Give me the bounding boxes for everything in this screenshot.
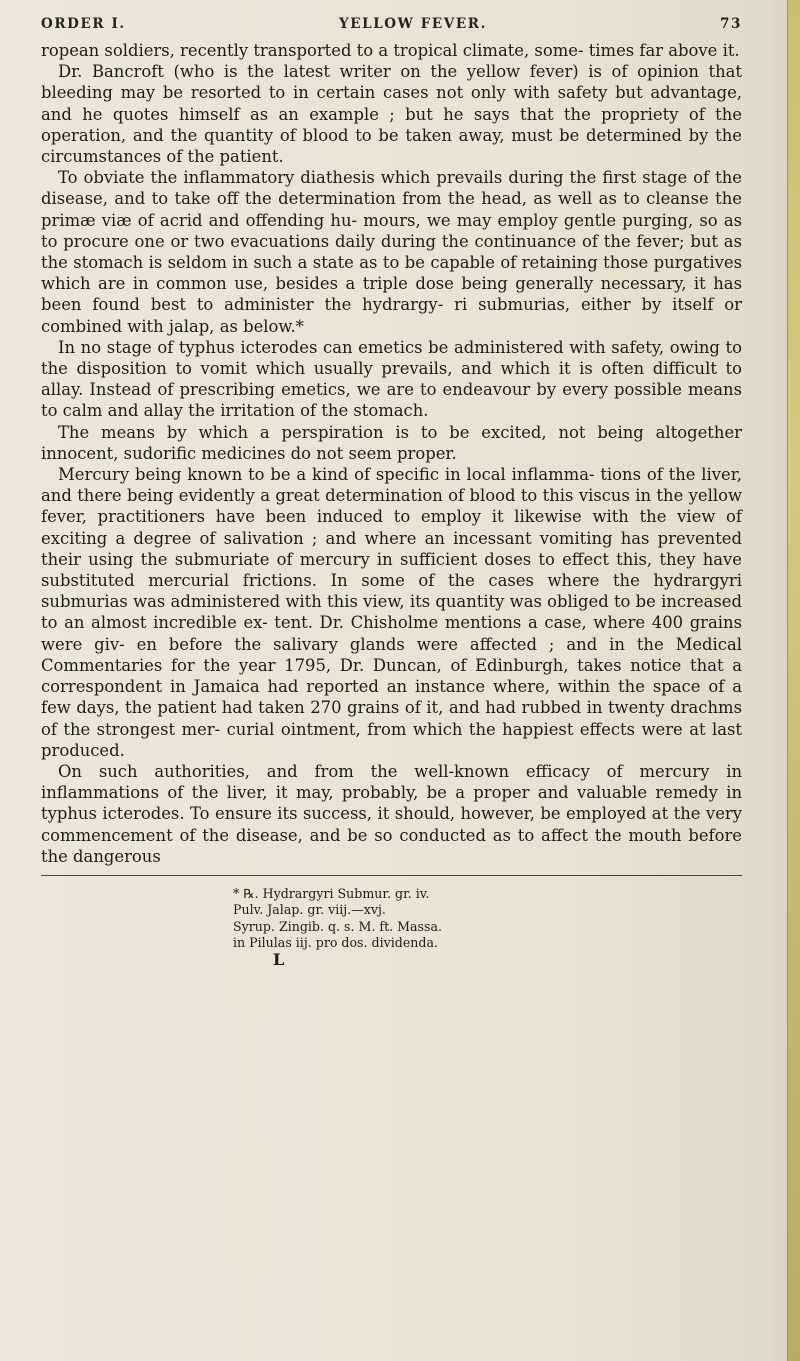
paragraph-authorities: On such authorities, and from the well-known efficacy of mercury in inflammations of the liver, it may, probably, be a proper and valuable remedy in typhus icterodes. To ensure its success, it should, however, be employed at the very commencement of the disease, and be so conducted as to affect the mouth before the dangerous xyxy=(41,761,742,866)
header-title: YELLOW FEVER. xyxy=(339,16,487,32)
footnote-line: in Pilulas iij. pro dos. dividenda. xyxy=(233,935,438,951)
body-text xyxy=(41,40,742,867)
paragraph-perspiration: The means by which a perspiration is to be excited, not being altogether innocent, sudorific medicines do not seem proper. xyxy=(41,422,742,463)
header-order: ORDER I. xyxy=(41,16,126,32)
page-edge-strip xyxy=(787,0,800,1361)
footnote-divider xyxy=(41,875,742,876)
paragraph-continued: ropean soldiers, recently transported to a tropical climate, some- times far above it. xyxy=(41,41,740,60)
paragraph-purging: To obviate the inflammatory diathesis which prevails during the first stage of the disease, and to take off the determination from the head, as well as to cleanse the primæ viæ of acrid and offending hu- mours, we may employ gentle purging, so as to procure one or two evacuations daily during the continuance of the fever; but as the stomach is seldom in such a state as to be capable of retaining those purgatives which are in common use, besides a triple dose being generally necessary, it has been found best to administer the hydrargy- ri submurias, either by itself or combined with jalap, as below.* xyxy=(41,168,742,336)
paragraph-emetics: In no stage of typhus icterodes can emetics be administered with safety, owing to the disposition to vomit which usually prevails, and which it is often difficult to allay. Instead of prescribing emetics, we are to endeavour by every possible means to calm and allay the irritation of the stomach. xyxy=(41,337,742,421)
footnote-line: * ℞. Hydrargyri Submur. gr. iv. xyxy=(233,885,430,901)
paragraph-bancroft: Dr. Bancroft (who is the latest writer on the yellow fever) is of opinion that bleeding may be resorted to in certain cases not only with safety but advantage, and he quotes himself as an example ; but he says that the propriety of the operation, and the quantity of blood to be taken away, must be determined by the circumstances of the patient. xyxy=(41,62,742,167)
page-number: 73 xyxy=(720,16,742,32)
footnote-line: Syrup. Zingib. q. s. M. ft. Massa. xyxy=(233,918,442,934)
footnote-prescription xyxy=(41,886,742,952)
footnote-line: Pulv. Jalap. gr. viij.—xvj. xyxy=(233,902,386,918)
paragraph-mercury: Mercury being known to be a kind of specific in local inflamma- tions of the liver, and there being evidently a great determination of blood to this viscus in the yellow fever, practitioners have been induced to employ it likewise with the view of exciting a degree of salivation ; and where an incessant vomiting has prevented their using the submuriate of mercury in sufficient doses to effect this, they have substituted mercurial frictions. In some of the cases where the hydrargyri submurias was administered with this view, its quantity was obliged to be increased to an almost incredible ex- tent. Dr. Chisholme mentions a case, where 400 grains were giv- en before the salivary glands were affected ; and in the Medical Commentaries for the year 1795, Dr. Duncan, of Edinburgh, takes notice that a correspondent in Jamaica had reported an instance where, within the space of a few days, the patient had taken 270 grains of it, and had rubbed in twenty drachms of the strongest mer- curial ointment, from which the happiest effects were at last produced. xyxy=(41,465,742,760)
running-head xyxy=(41,16,742,40)
signature-mark: L xyxy=(273,949,285,969)
